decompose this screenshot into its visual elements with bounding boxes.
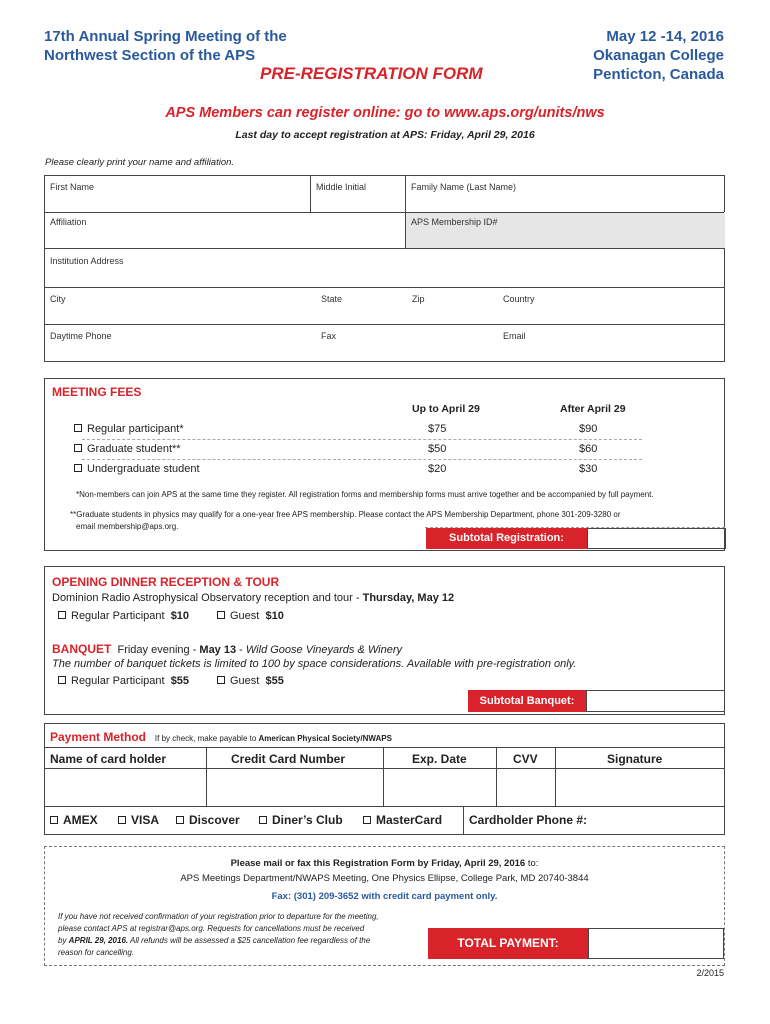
- dinner-guest-checkbox[interactable]: [217, 611, 225, 619]
- payment-check-note: If by check, make payable to: [154, 734, 259, 743]
- first-name-field[interactable]: First Name: [50, 182, 95, 192]
- dinner-guest-option[interactable]: [217, 610, 284, 622]
- fee-undergrad-label: Undergraduate student: [87, 463, 200, 475]
- card-mastercard-option[interactable]: [363, 813, 442, 827]
- fee-regular-option[interactable]: [74, 423, 184, 435]
- signature-header: Signature: [607, 752, 663, 766]
- meeting-venue: Okanagan College: [593, 47, 724, 64]
- banquet-guest-checkbox[interactable]: [217, 676, 225, 684]
- state-field[interactable]: State: [321, 294, 343, 304]
- banquet-venue: Wild Goose Vineyards & Winery: [245, 644, 402, 656]
- graduate-note-email: email membership@aps.org.: [76, 522, 179, 531]
- dinner-regular-checkbox[interactable]: [58, 611, 66, 619]
- cvv-input[interactable]: [497, 769, 555, 806]
- card-number-input[interactable]: [207, 769, 383, 806]
- payment-box: [44, 723, 725, 835]
- discover-label: Discover: [189, 813, 240, 827]
- events-box: [44, 566, 725, 715]
- meeting-fees-box: [44, 378, 725, 551]
- early-column-header: Up to April 29: [412, 403, 480, 415]
- signature-input[interactable]: [556, 769, 724, 806]
- banquet-regular-option[interactable]: [58, 675, 189, 687]
- cvv-header: CVV: [513, 752, 538, 766]
- diners-checkbox[interactable]: [259, 816, 267, 824]
- fee-regular-early: $75: [428, 423, 447, 435]
- fax-number: Fax: (301) 209-3652 with credit card payment only.: [271, 891, 498, 902]
- daytime-phone-field[interactable]: Daytime Phone: [50, 331, 112, 341]
- meeting-title-line2: Northwest Section of the APS: [44, 47, 256, 64]
- card-diners-option[interactable]: [259, 813, 343, 827]
- amex-label: AMEX: [63, 813, 98, 827]
- banquet-regular-price: $55: [170, 675, 190, 687]
- mail-instructions: [45, 858, 724, 869]
- cancellation-policy: [58, 911, 438, 959]
- zip-field[interactable]: Zip: [412, 294, 425, 304]
- mail-deadline: Please mail or fax this Registration Form by Friday, April 29, 2016: [230, 858, 526, 869]
- subtotal-banquet-input[interactable]: [586, 690, 725, 712]
- banquet-heading: [52, 642, 402, 656]
- email-field[interactable]: Email: [503, 331, 526, 341]
- banquet-guest-price: $55: [265, 675, 284, 687]
- subtotal-registration-label: Subtotal Registration:: [426, 528, 587, 549]
- late-column-header: After April 29: [560, 403, 626, 415]
- fee-regular-label: Regular participant*: [87, 423, 184, 435]
- institution-address-field[interactable]: Institution Address: [50, 256, 124, 266]
- dinner-regular-price: $10: [170, 610, 190, 622]
- graduate-checkbox[interactable]: [74, 444, 82, 452]
- visa-label: VISA: [131, 813, 160, 827]
- dinner-regular-option[interactable]: [58, 610, 189, 622]
- payment-title: Payment Method: [50, 730, 147, 744]
- card-discover-option[interactable]: [176, 813, 240, 827]
- cancel-deadline: APRIL 29, 2016.: [68, 936, 129, 945]
- dinner-date: Thursday, May 12: [362, 592, 455, 604]
- city-field[interactable]: City: [50, 294, 66, 304]
- cardholder-phone-field[interactable]: Cardholder Phone #:: [469, 813, 588, 827]
- fee-undergrad-early: $20: [428, 463, 447, 475]
- cancel-line1: If you have not received confirmation of your registration prior to departure for the meeting,: [58, 912, 379, 921]
- dinner-title: OPENING DINNER RECEPTION & TOUR: [52, 575, 280, 589]
- cancel-line3: [58, 935, 438, 947]
- cancel-line2: please contact APS at registrar@aps.org. Requests for cancellations must be received: [58, 924, 365, 933]
- fee-graduate-option[interactable]: [74, 443, 181, 455]
- card-holder-input[interactable]: [46, 769, 206, 806]
- cancel-line4: reason for cancelling.: [58, 948, 135, 957]
- exp-date-input[interactable]: [384, 769, 496, 806]
- dinner-desc-text: Dominion Radio Astrophysical Observatory reception and tour -: [52, 592, 363, 604]
- subtotal-banquet-label: Subtotal Banquet:: [468, 690, 586, 712]
- personal-info-box: [44, 175, 725, 362]
- cancel-fee: All refunds will be assessed a $25 cancellation fee regardless of the: [128, 936, 371, 945]
- diners-label: Diner’s Club: [272, 813, 343, 827]
- banquet-guest-label: Guest: [230, 675, 260, 687]
- middle-initial-field[interactable]: Middle Initial: [316, 182, 367, 192]
- banquet-desc-pre: Friday evening -: [117, 644, 200, 656]
- card-holder-header: Name of card holder: [50, 752, 167, 766]
- country-field[interactable]: Country: [503, 294, 535, 304]
- dinner-regular-label: Regular Participant: [71, 610, 165, 622]
- form-title: PRE-REGISTRATION FORM: [260, 64, 483, 83]
- family-name-field[interactable]: Family Name (Last Name): [411, 182, 517, 192]
- cancel-by: by: [58, 936, 69, 945]
- meeting-info: [593, 27, 724, 84]
- mailing-box: [44, 846, 725, 966]
- card-visa-option[interactable]: [118, 813, 159, 827]
- nonmember-note: *Non-members can join APS at the same time they register. All registration forms and membership forms must arrive together and be accompanied by full payment.: [76, 490, 654, 499]
- amex-checkbox[interactable]: [50, 816, 58, 824]
- dinner-guest-price: $10: [265, 610, 284, 622]
- meeting-title: [44, 27, 287, 65]
- fax-field[interactable]: Fax: [321, 331, 337, 341]
- meeting-fees-title: MEETING FEES: [52, 385, 142, 399]
- banquet-title: BANQUET: [52, 642, 112, 656]
- mastercard-checkbox[interactable]: [363, 816, 371, 824]
- dinner-guest-label: Guest: [230, 610, 260, 622]
- online-registration-note: APS Members can register online: go to www.aps.org/units/nws: [165, 105, 605, 121]
- total-payment-input[interactable]: [588, 928, 724, 959]
- total-payment-label: TOTAL PAYMENT:: [428, 928, 588, 959]
- payment-heading: [50, 728, 392, 746]
- fee-undergrad-option[interactable]: [74, 463, 200, 475]
- card-number-header: Credit Card Number: [231, 752, 346, 766]
- banquet-limit-note: The number of banquet tickets is limited to 100 by space considerations. Available with pre-registration only.: [52, 658, 577, 670]
- membership-id-field[interactable]: APS Membership ID#: [411, 217, 498, 227]
- mail-to: to:: [525, 858, 539, 869]
- print-instructions: Please clearly print your name and affiliation.: [45, 157, 235, 168]
- last-day-note: Last day to accept registration at APS: Friday, April 29, 2016: [235, 129, 535, 141]
- regular-checkbox[interactable]: [74, 424, 82, 432]
- meeting-title-line1: 17th Annual Spring Meeting of the: [44, 28, 287, 45]
- fee-graduate-late: $60: [579, 443, 598, 455]
- subtotal-registration-input[interactable]: [587, 528, 726, 549]
- fee-regular-late: $90: [579, 423, 598, 435]
- banquet-date: May 13: [199, 644, 237, 656]
- banquet-guest-option[interactable]: [217, 675, 284, 687]
- card-amex-option[interactable]: [50, 813, 98, 827]
- graduate-note: **Graduate students in physics may qualify for a one-year free APS membership. Please contact the APS Membership Department, phone 301-209-3280 or: [70, 510, 621, 519]
- fee-graduate-label: Graduate student**: [87, 443, 181, 455]
- payment-payee: American Physical Society/NWAPS: [258, 734, 392, 743]
- banquet-regular-checkbox[interactable]: [58, 676, 66, 684]
- banquet-desc-mid: -: [236, 644, 246, 656]
- fee-undergrad-late: $30: [579, 463, 598, 475]
- mail-address: APS Meetings Department/NWAPS Meeting, One Physics Ellipse, College Park, MD 20740-3844: [180, 873, 589, 884]
- exp-date-header: Exp. Date: [412, 752, 467, 766]
- affiliation-field[interactable]: Affiliation: [50, 217, 87, 227]
- banquet-regular-label: Regular Participant: [71, 675, 165, 687]
- visa-checkbox[interactable]: [118, 816, 126, 824]
- discover-checkbox[interactable]: [176, 816, 184, 824]
- form-version: 2/2015: [696, 968, 724, 978]
- fee-graduate-early: $50: [428, 443, 447, 455]
- mastercard-label: MasterCard: [376, 813, 443, 827]
- meeting-dates: May 12 -14, 2016: [606, 28, 724, 45]
- dinner-description: [52, 592, 454, 604]
- undergrad-checkbox[interactable]: [74, 464, 82, 472]
- meeting-location: Penticton, Canada: [593, 66, 724, 83]
